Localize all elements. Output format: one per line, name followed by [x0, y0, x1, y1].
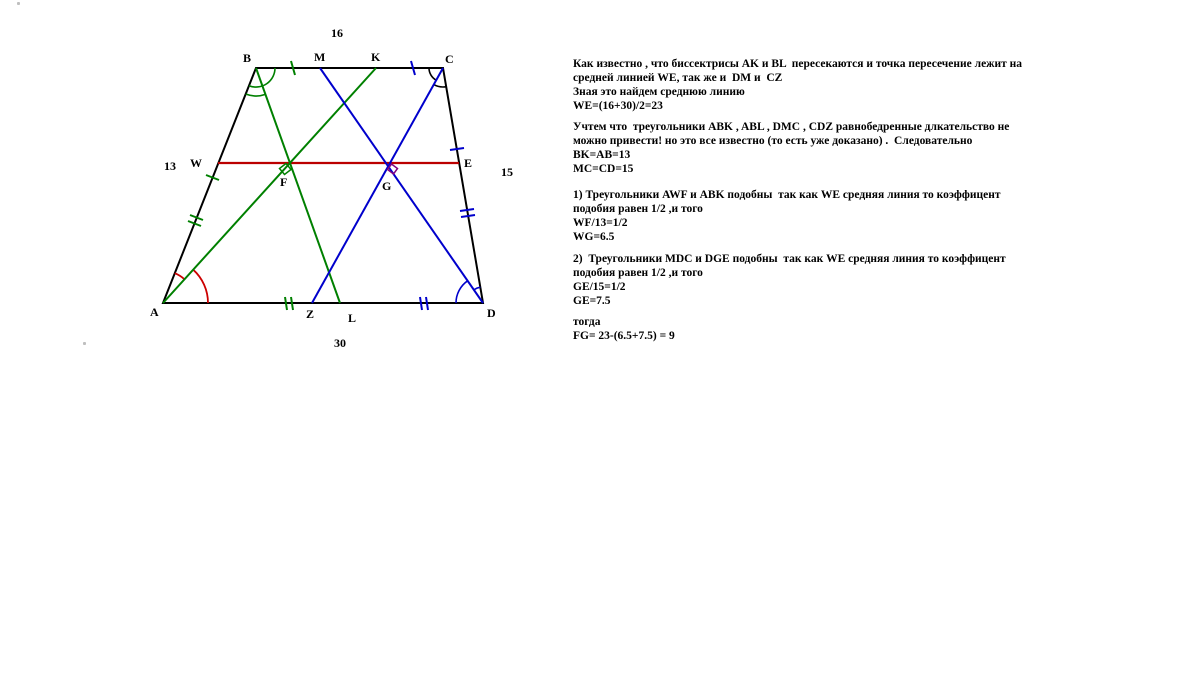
- solution-line: Как известно , что биссектрисы AK и BL пересекаются и точка пересечение лежит на: [573, 58, 1023, 70]
- solution-line: Зная это найдем среднюю линию: [573, 86, 745, 98]
- solution-line: FG= 23-(6.5+7.5) = 9: [573, 330, 675, 342]
- solution-line: 2) Треугольники MDC и DGE подобны так как WE средняя линия то коэффицент: [573, 253, 1006, 265]
- angle-arc-d2: [474, 287, 480, 290]
- measure-bottom-30: 30: [334, 336, 346, 350]
- label-m: M: [314, 50, 326, 64]
- trapezoid-abcd: [163, 68, 483, 303]
- tick-ce-single: [450, 148, 464, 150]
- solution-line: GE=7.5: [573, 295, 611, 307]
- tick-az-2: [291, 297, 293, 310]
- geometry-diagram: [0, 0, 560, 380]
- solution-line: подобия равен 1/2 ,и того: [573, 203, 703, 215]
- label-l: L: [348, 311, 357, 325]
- bisector-cz: [312, 68, 443, 303]
- angle-arc-c2: [434, 85, 446, 87]
- solution-paragraph-3: [573, 188, 1043, 244]
- solution-line: Учтем что треугольники ABK , ABL , DMC , CDZ равнобедренные длкательство не: [573, 121, 1010, 133]
- solution-line: MC=CD=15: [573, 163, 634, 175]
- solution-line: можно привести! но это все известно (то есть уже доказано) . Следовательно: [573, 135, 973, 147]
- label-b: B: [243, 51, 252, 65]
- solution-line: WG=6.5: [573, 231, 615, 243]
- solution-paragraph-5: [573, 315, 1043, 343]
- label-k: K: [371, 50, 381, 64]
- measure-left-13: 13: [164, 159, 176, 173]
- tick-az-1: [285, 297, 287, 310]
- label-w: W: [190, 156, 202, 170]
- label-e: E: [464, 156, 473, 170]
- angle-arc-d1: [456, 281, 468, 303]
- angle-marks-a: [175, 270, 208, 303]
- solution-text: [573, 57, 1043, 350]
- label-a: A: [150, 305, 159, 319]
- tick-ed-double-2: [461, 215, 475, 217]
- solution-line: средней линией WE, так же и DM и CZ: [573, 72, 783, 84]
- tick-ld-2: [426, 297, 428, 310]
- green-construction: [163, 61, 376, 310]
- solution-paragraph-1: [573, 57, 1043, 113]
- angle-arc-b2: [246, 94, 266, 96]
- bisector-dm: [320, 68, 483, 303]
- solution-paragraph-2: [573, 120, 1043, 176]
- label-z: Z: [306, 307, 315, 321]
- measure-top-16: 16: [331, 26, 343, 40]
- solution-line: 1) Треугольники AWF и ABK подобны так как WE средняя линия то коэффицент: [573, 189, 1001, 201]
- tick-ed-double-1: [460, 209, 474, 211]
- label-f: F: [280, 175, 288, 189]
- solution-paragraph-4: [573, 252, 1043, 308]
- angle-arc-a2: [193, 270, 208, 303]
- solution-line: тогда: [573, 316, 601, 328]
- blue-construction: [312, 61, 483, 310]
- solution-line: WE=(16+30)/2=23: [573, 100, 663, 112]
- label-g: G: [382, 179, 392, 193]
- angle-arc-c1: [429, 68, 436, 80]
- measure-right-15: 15: [501, 165, 513, 179]
- label-d: D: [487, 306, 496, 320]
- solution-line: GE/15=1/2: [573, 281, 626, 293]
- angle-arc-a1: [175, 273, 185, 279]
- tick-ld-1: [420, 297, 422, 310]
- solution-line: подобия равен 1/2 ,и того: [573, 267, 703, 279]
- solution-line: WF/13=1/2: [573, 217, 628, 229]
- label-c: C: [445, 52, 454, 66]
- solution-line: BK=AB=13: [573, 149, 631, 161]
